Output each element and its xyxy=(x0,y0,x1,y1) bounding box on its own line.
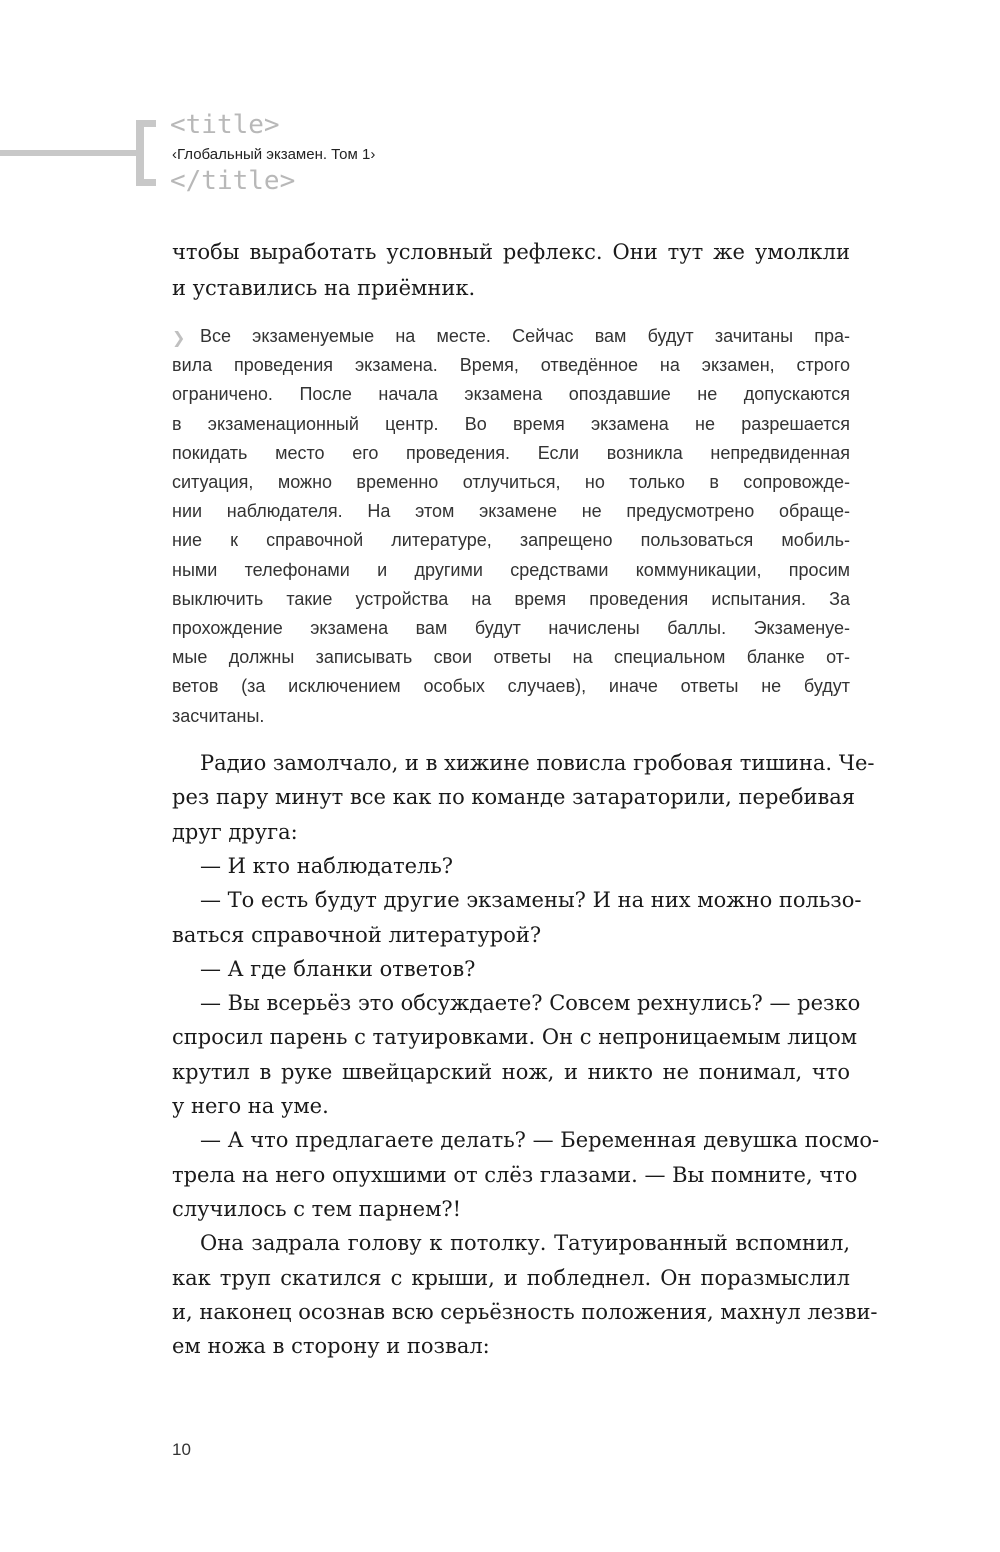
text-line: — А что предлагаете делать? — Беременная девушка посмо- xyxy=(200,1128,880,1153)
text-line: ветов (за исключением особых случаев), иначе ответы не будут xyxy=(172,676,850,697)
text-line: спросил парень с татуировками. Он с непроницаемым лицом xyxy=(172,1025,858,1050)
header-bracket xyxy=(136,120,144,186)
text-line: трела на него опухшими от слёз глазами. — Вы помните, что xyxy=(172,1162,858,1187)
text-line: — И кто наблюдатель? xyxy=(200,853,454,878)
text-line: друг друга: xyxy=(172,819,298,844)
text-line: как труп скатился с крыши, и побледнел. Он поразмыслил xyxy=(172,1265,850,1290)
text-line: ситуация, можно временно отлучиться, но только в сопровожде- xyxy=(172,472,850,492)
text-line: Она задрала голову к потолку. Татуированный вспомнил, xyxy=(200,1231,850,1256)
open-title-tag: <title> xyxy=(170,110,280,140)
text-line: рез пару минут все как по команде затараторили, перебивая xyxy=(172,785,856,810)
text-line: в экзаменационный центр. Во время экзамена не разрешается xyxy=(172,413,850,434)
text-line: ваться справочной литературой? xyxy=(172,922,542,947)
text-line: мые должны записывать свои ответы на специальном бланке от- xyxy=(172,647,850,668)
text-line: засчитаны. xyxy=(172,705,265,726)
text-line: — То есть будут другие экзамены? И на них можно пользо- xyxy=(200,888,862,913)
text-line: покидать место его проведения. Если возникла непредвиденная xyxy=(172,442,850,463)
text-line: ограничено. После начала экзамена опоздавшие не допускаются xyxy=(172,384,850,405)
text-line: вила проведения экзамена. Время, отведённое на экзамен, строго xyxy=(172,355,850,376)
text-line: нии наблюдателя. На этом экзамене не предусмотрено обраще- xyxy=(172,501,850,522)
text-line: прохождение экзамена вам будут начислены баллы. Экзаменуе- xyxy=(172,618,850,638)
text-line: ем ножа в сторону и позвал: xyxy=(172,1334,490,1359)
page-number: 10 xyxy=(172,1440,191,1459)
text-line: выключить такие устройства на время проведения испытания. За xyxy=(172,588,850,609)
text-line: — Вы всерьёз это обсуждаете? Совсем рехнулись? — резко xyxy=(200,991,861,1016)
text-line: ными телефонами и другими средствами коммуникации, просим xyxy=(172,559,850,580)
header-rule xyxy=(0,150,140,156)
text-line: и уставились на приёмник. xyxy=(172,276,476,300)
text-line: Все экзаменуемые на месте. Сейчас вам будут зачитаны пра- xyxy=(200,326,850,346)
text-line: — А где бланки ответов? xyxy=(200,956,476,981)
text-line: Радио замолчало, и в хижине повисла гробовая тишина. Че- xyxy=(200,751,875,775)
text-line: чтобы выработать условный рефлекс. Они тут же умолкли xyxy=(172,240,850,264)
chevron-right-icon: ❯ xyxy=(172,328,186,347)
header-bracket-bottom xyxy=(136,179,156,186)
text-line: и, наконец осознав всю серьёзность положения, махнул лезви- xyxy=(172,1299,878,1324)
running-head-title: ‹Глобальный экзамен. Том 1› xyxy=(172,146,376,163)
text-line: крутил в руке швейцарский нож, и никто не понимал, что xyxy=(172,1059,850,1084)
text-line: у него на уме. xyxy=(172,1094,329,1118)
text-line: ние к справочной литературе, запрещено пользоваться мобиль- xyxy=(172,530,850,551)
text-line: случилось с тем парнем?! xyxy=(172,1196,462,1221)
header-bracket-top xyxy=(136,120,156,127)
close-title-tag: </title> xyxy=(170,166,296,196)
